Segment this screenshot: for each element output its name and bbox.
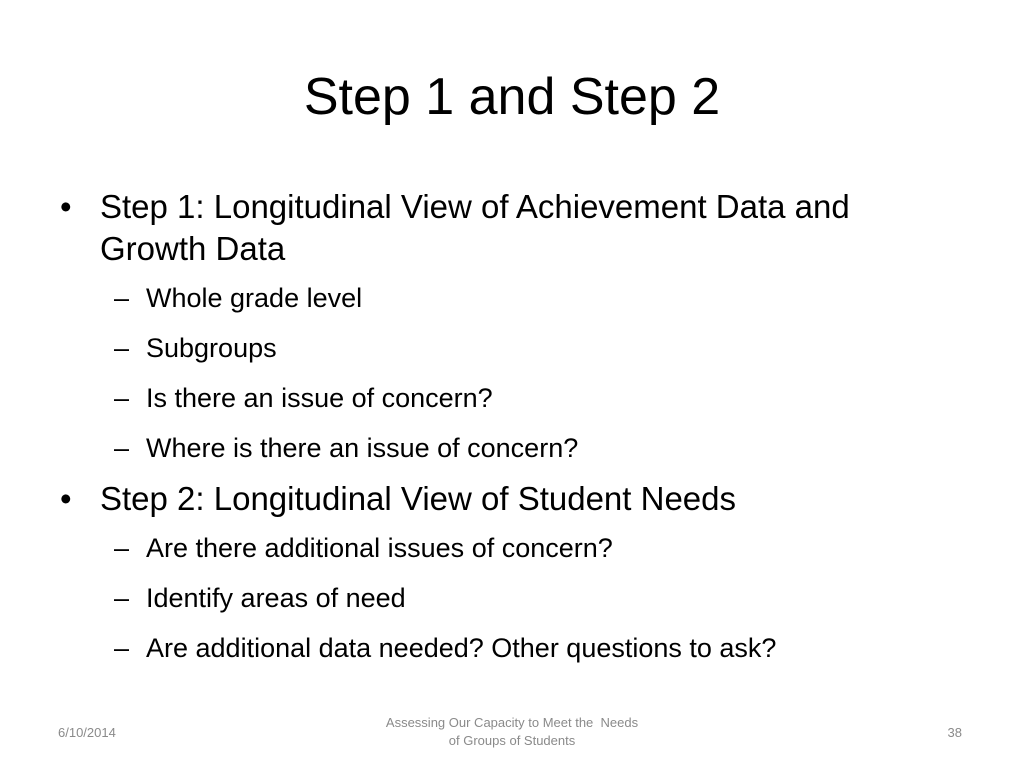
dash-icon: –: [114, 433, 130, 463]
bullet-icon: •: [60, 188, 72, 225]
sub-item: [58, 280, 958, 316]
footer-title-line-2: of Groups of Students: [448, 733, 576, 748]
dash-icon: –: [114, 633, 130, 663]
footer-title-line-1: Assessing Our Capacity to Meet the Needs: [385, 715, 639, 730]
sub-item: [58, 580, 958, 616]
dash-icon: –: [114, 533, 130, 563]
dash-icon: –: [114, 383, 130, 413]
bullet-item-step-2: [58, 478, 958, 520]
sub-item: [58, 330, 958, 366]
page-number: 38: [947, 725, 962, 740]
sub-item-text: Identify areas of need: [146, 583, 406, 613]
sub-item-text: Is there an issue of concern?: [146, 383, 493, 413]
slide-content: [58, 186, 958, 680]
sub-item-text: Subgroups: [146, 333, 277, 363]
footer-title: [352, 714, 672, 750]
sub-item: [58, 630, 958, 666]
bullet-text: Step 1: Longitudinal View of Achievement Data and Growth Data: [100, 188, 850, 267]
bullet-text: Step 2: Longitudinal View of Student Needs: [100, 480, 737, 517]
slide-title: Step 1 and Step 2: [303, 68, 721, 126]
sub-item-text: Where is there an issue of concern?: [146, 433, 579, 463]
sub-item-text: Are there additional issues of concern?: [146, 533, 613, 563]
dash-icon: –: [114, 283, 130, 313]
dash-icon: –: [114, 583, 130, 613]
sub-item: [58, 530, 958, 566]
bullet-icon: •: [60, 480, 72, 517]
sub-item: [58, 430, 958, 466]
dash-icon: –: [114, 333, 130, 363]
footer-date: 6/10/2014: [58, 725, 116, 740]
sub-item-text: Are additional data needed? Other questions to ask?: [146, 633, 777, 663]
sub-item: [58, 380, 958, 416]
bullet-item-step-1: [58, 186, 958, 270]
sub-item-text: Whole grade level: [146, 283, 363, 313]
